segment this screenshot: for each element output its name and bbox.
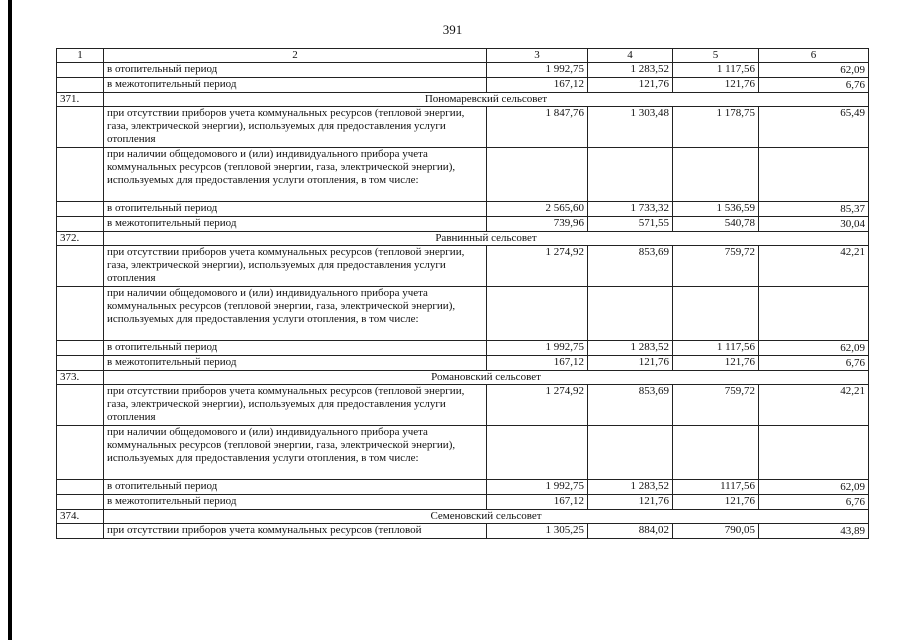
value-col-5: 1117,56 [673, 480, 759, 495]
value-col-3: 167,12 [487, 356, 588, 371]
value-col-6: 62,09 [759, 341, 869, 356]
scan-edge-bar [8, 0, 12, 640]
row-label: в межотопительный период [104, 217, 487, 232]
header-cell: 3 [487, 49, 588, 63]
row-label: при наличии общедомового и (или) индивидуального прибора учета коммунальных ресурсов (тепловой энергии, газа, электрической энергии), используемых для предоставления услуги отопления, в том числе: [104, 148, 487, 202]
section-row [57, 93, 869, 107]
value-col-6: 62,09 [759, 480, 869, 495]
value-col-3: 1 305,25 [487, 524, 588, 539]
value-col-5 [673, 426, 759, 480]
value-col-4: 1 283,52 [588, 341, 673, 356]
value-col-3: 167,12 [487, 78, 588, 93]
value-col-4: 884,02 [588, 524, 673, 539]
value-col-3: 739,96 [487, 217, 588, 232]
section-title: Равнинный сельсовет [104, 232, 869, 246]
value-col-6: 65,49 [759, 107, 869, 148]
header-cell: 6 [759, 49, 869, 63]
value-col-3 [487, 148, 588, 202]
row-number-cell [57, 341, 104, 356]
row-number-cell [57, 426, 104, 480]
table-row [57, 148, 869, 202]
value-col-4: 571,55 [588, 217, 673, 232]
value-col-6: 42,21 [759, 385, 869, 426]
table-row [57, 78, 869, 93]
table-row [57, 426, 869, 480]
value-col-3: 1 992,75 [487, 341, 588, 356]
row-label: при наличии общедомового и (или) индивидуального прибора учета коммунальных ресурсов (тепловой энергии, газа, электрической энергии), используемых для предоставления услуги отопления, в том числе: [104, 287, 487, 341]
value-col-5: 759,72 [673, 246, 759, 287]
header-row [57, 49, 869, 63]
table-row [57, 385, 869, 426]
value-col-6: 30,04 [759, 217, 869, 232]
value-col-3: 1 992,75 [487, 63, 588, 78]
value-col-4: 1 283,52 [588, 63, 673, 78]
section-title: Пономаревский сельсовет [104, 93, 869, 107]
row-label: в межотопительный период [104, 78, 487, 93]
row-label: в отопительный период [104, 63, 487, 78]
value-col-5: 121,76 [673, 78, 759, 93]
section-title: Романовский сельсовет [104, 371, 869, 385]
value-col-3 [487, 287, 588, 341]
value-col-6 [759, 426, 869, 480]
table-row [57, 480, 869, 495]
value-col-5: 540,78 [673, 217, 759, 232]
row-label: в межотопительный период [104, 495, 487, 510]
row-label: при наличии общедомового и (или) индивидуального прибора учета коммунальных ресурсов (тепловой энергии, газа, электрической энергии), используемых для предоставления услуги отопления, в том числе: [104, 426, 487, 480]
row-number-cell [57, 356, 104, 371]
value-col-4 [588, 148, 673, 202]
row-number-cell [57, 107, 104, 148]
value-col-6: 6,76 [759, 356, 869, 371]
table-row [57, 63, 869, 78]
row-number-cell [57, 202, 104, 217]
table-row [57, 287, 869, 341]
row-number-cell [57, 385, 104, 426]
header-cell: 4 [588, 49, 673, 63]
value-col-5 [673, 148, 759, 202]
value-col-5: 121,76 [673, 356, 759, 371]
header-cell: 2 [104, 49, 487, 63]
value-col-4 [588, 426, 673, 480]
section-row [57, 232, 869, 246]
section-row [57, 510, 869, 524]
header-cell: 1 [57, 49, 104, 63]
value-col-3: 1 992,75 [487, 480, 588, 495]
value-col-5: 1 117,56 [673, 341, 759, 356]
row-label: при отсутствии приборов учета коммунальных ресурсов (тепловой [104, 524, 487, 539]
section-row [57, 371, 869, 385]
value-col-3: 1 274,92 [487, 385, 588, 426]
section-number: 371. [57, 93, 104, 107]
value-col-4: 853,69 [588, 385, 673, 426]
value-col-4 [588, 287, 673, 341]
value-col-6 [759, 287, 869, 341]
value-col-4: 1 303,48 [588, 107, 673, 148]
value-col-6: 43,89 [759, 524, 869, 539]
value-col-6 [759, 148, 869, 202]
row-number-cell [57, 78, 104, 93]
row-label: в отопительный период [104, 480, 487, 495]
section-title: Семеновский сельсовет [104, 510, 869, 524]
value-col-4: 121,76 [588, 78, 673, 93]
value-col-6: 42,21 [759, 246, 869, 287]
table-row [57, 341, 869, 356]
value-col-5: 790,05 [673, 524, 759, 539]
value-col-5: 1 117,56 [673, 63, 759, 78]
tariff-table [56, 48, 869, 539]
row-label: в отопительный период [104, 341, 487, 356]
row-number-cell [57, 217, 104, 232]
row-label: в межотопительный период [104, 356, 487, 371]
table-row [57, 246, 869, 287]
value-col-4: 1 733,32 [588, 202, 673, 217]
value-col-4: 1 283,52 [588, 480, 673, 495]
row-number-cell [57, 246, 104, 287]
value-col-3: 167,12 [487, 495, 588, 510]
section-number: 372. [57, 232, 104, 246]
value-col-6: 62,09 [759, 63, 869, 78]
value-col-5: 1 536,59 [673, 202, 759, 217]
table-row [57, 356, 869, 371]
value-col-4: 121,76 [588, 495, 673, 510]
value-col-5: 759,72 [673, 385, 759, 426]
value-col-5: 1 178,75 [673, 107, 759, 148]
row-label: при отсутствии приборов учета коммунальных ресурсов (тепловой энергии, газа, электрической энергии), используемых для предоставления услуги отопления [104, 246, 487, 287]
row-number-cell [57, 148, 104, 202]
page-number: 391 [442, 22, 463, 37]
row-label: в отопительный период [104, 202, 487, 217]
table-row [57, 107, 869, 148]
table-row [57, 202, 869, 217]
row-number-cell [57, 524, 104, 539]
row-number-cell [57, 480, 104, 495]
tariff-table-body [57, 49, 869, 539]
value-col-6: 6,76 [759, 78, 869, 93]
table-row [57, 217, 869, 232]
row-label: при отсутствии приборов учета коммунальных ресурсов (тепловой энергии, газа, электрической энергии), используемых для предоставления услуги отопления [104, 385, 487, 426]
row-number-cell [57, 63, 104, 78]
header-cell: 5 [673, 49, 759, 63]
section-number: 374. [57, 510, 104, 524]
value-col-3 [487, 426, 588, 480]
value-col-3: 1 847,76 [487, 107, 588, 148]
row-number-cell [57, 287, 104, 341]
value-col-6: 85,37 [759, 202, 869, 217]
table-row [57, 524, 869, 539]
value-col-3: 1 274,92 [487, 246, 588, 287]
value-col-5 [673, 287, 759, 341]
section-number: 373. [57, 371, 104, 385]
value-col-4: 853,69 [588, 246, 673, 287]
value-col-5: 121,76 [673, 495, 759, 510]
value-col-6: 6,76 [759, 495, 869, 510]
value-col-4: 121,76 [588, 356, 673, 371]
table-row [57, 495, 869, 510]
row-label: при отсутствии приборов учета коммунальных ресурсов (тепловой энергии, газа, электрической энергии), используемых для предоставления услуги отопления [104, 107, 487, 148]
row-number-cell [57, 495, 104, 510]
value-col-3: 2 565,60 [487, 202, 588, 217]
